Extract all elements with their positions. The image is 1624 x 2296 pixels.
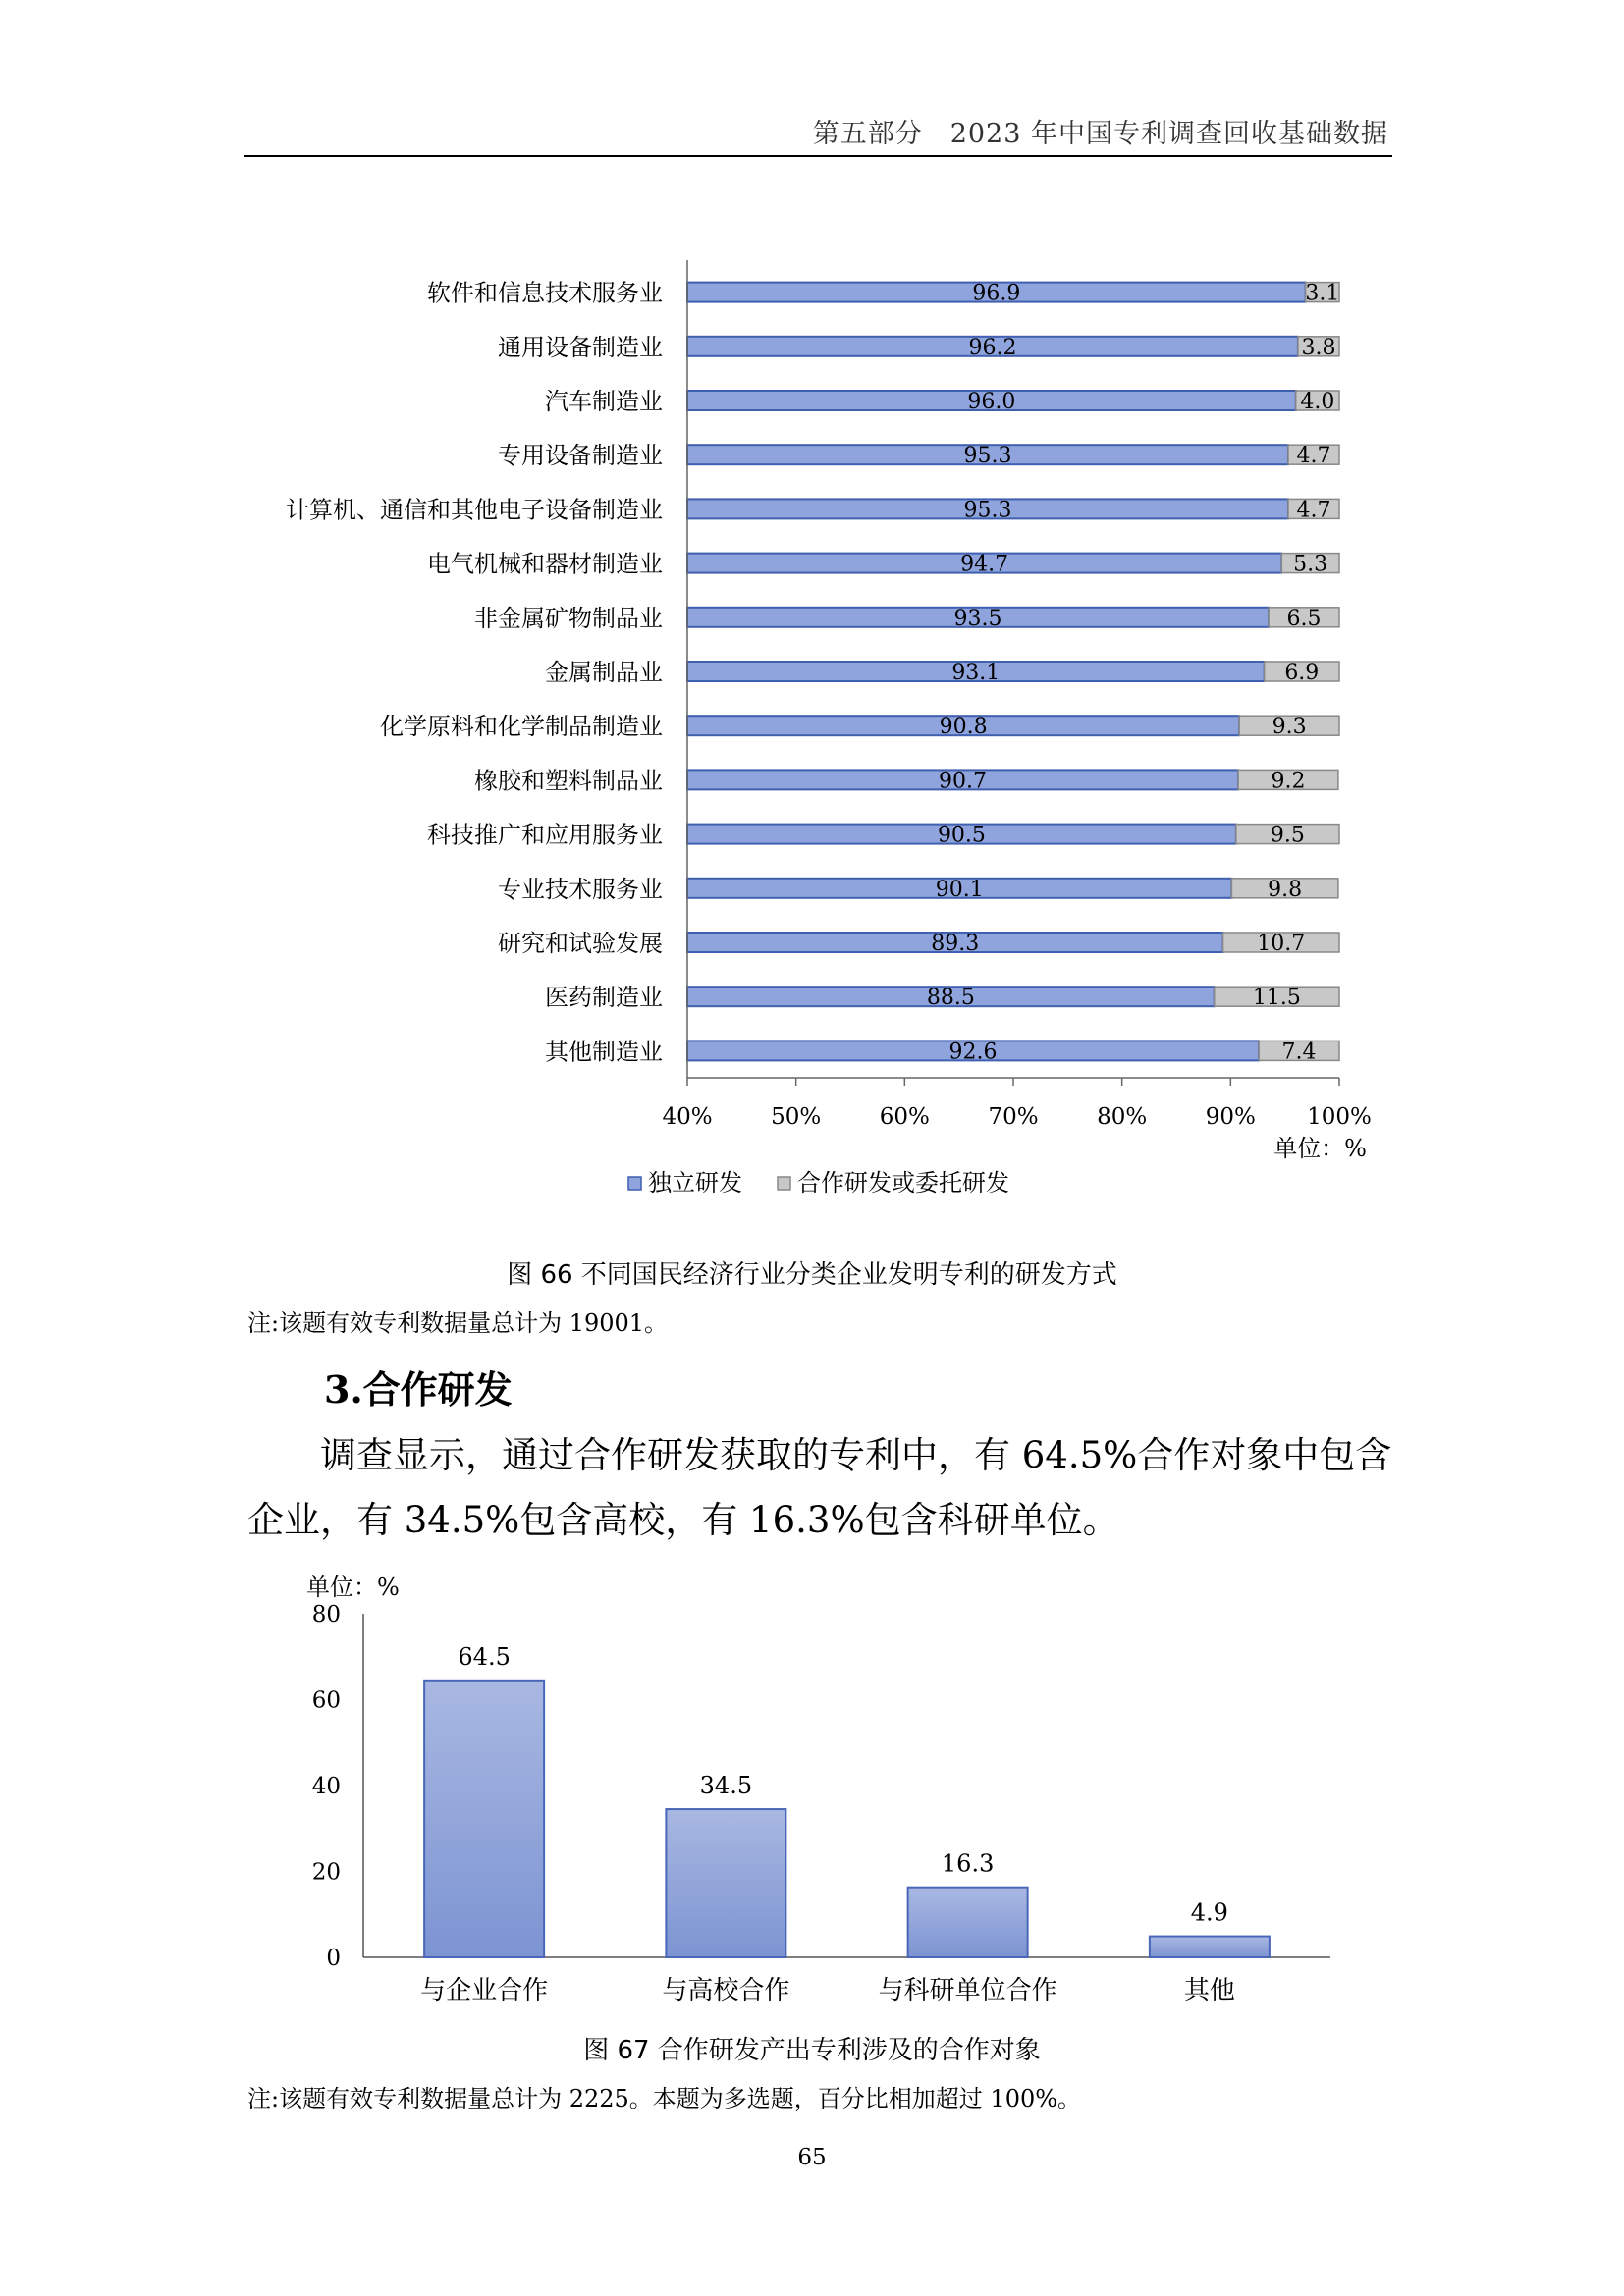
figure66-note: 注:该题有效专利数据量总计为 19001。 [247,1309,669,1337]
y-tick-label: 80 [311,1602,341,1628]
category-label: 金属制品业 [545,659,663,686]
data-label: 64.5 [458,1642,511,1671]
bar [666,1809,785,1957]
data-label-cooperative: 9.2 [1271,769,1306,794]
x-tick-label: 80% [1097,1104,1148,1130]
x-tick-label: 70% [988,1104,1039,1130]
category-label: 医药制造业 [545,984,663,1012]
category-label: 其他制造业 [545,1038,663,1066]
x-tick-label: 60% [879,1104,930,1130]
data-label-independent: 90.5 [937,823,986,848]
x-tick-label: 50% [771,1104,822,1130]
y-tick-label: 60 [311,1687,341,1714]
data-label-cooperative: 6.5 [1286,606,1322,631]
data-label-independent: 94.7 [960,552,1009,577]
figure66-caption: 图 66 不同国民经济行业分类企业发明专利的研发方式 [507,1260,1117,1290]
bar [908,1888,1028,1957]
unit-label: 单位：% [1273,1135,1367,1162]
data-label-cooperative: 7.4 [1281,1040,1317,1065]
page-number: 65 [797,2145,827,2170]
data-label-cooperative: 3.8 [1301,335,1336,360]
category-label: 专用设备制造业 [498,442,663,470]
data-label-cooperative: 3.1 [1305,281,1340,306]
y-tick-label: 0 [326,1946,341,1971]
data-label-independent: 95.3 [963,444,1012,469]
data-label-independent: 90.7 [939,769,988,794]
body-paragraph [247,1423,1396,1553]
data-label-independent: 90.1 [935,877,984,902]
data-label-cooperative: 6.9 [1284,661,1320,685]
data-label-cooperative: 9.3 [1272,715,1307,740]
section-title: 3.合作研发 [324,1367,513,1412]
category-label: 与科研单位合作 [878,1976,1057,2005]
x-tick-label: 90% [1205,1104,1256,1130]
data-label-cooperative: 4.7 [1296,498,1331,523]
bar [424,1681,544,1957]
body-paragraph-text: 调查显示，通过合作研发获取的专利中，有 64.5%合作对象中包含企业，有 34.5%包含高校，有 16.3%包含科研单位。 [247,1434,1392,1541]
figure67-note: 注:该题有效专利数据量总计为 2225。本题为多选题，百分比相加超过 100%。 [247,2085,1082,2112]
y-tick-label: 20 [311,1859,341,1886]
data-label-independent: 96.2 [968,335,1017,360]
data-label-independent: 89.3 [931,932,980,956]
category-label: 科技推广和应用服务业 [427,821,663,849]
data-label-cooperative: 4.7 [1296,444,1331,469]
data-label-independent: 96.9 [972,281,1021,306]
data-label-cooperative: 10.7 [1257,932,1306,956]
category-label: 其他 [1183,1976,1235,2005]
category-label: 专业技术服务业 [498,875,663,903]
data-label-cooperative: 9.8 [1268,877,1303,902]
legend-label-independent: 独立研发 [648,1169,742,1197]
data-label: 34.5 [699,1772,753,1800]
y-tick-label: 40 [311,1774,341,1799]
figure67-caption: 图 67 合作研发产出专利涉及的合作对象 [583,2036,1041,2065]
category-label: 与企业合作 [420,1976,549,2005]
category-label: 非金属矿物制品业 [474,604,663,632]
data-label-independent: 93.5 [953,606,1002,631]
data-label-independent: 92.6 [948,1040,998,1065]
x-tick-label: 100% [1307,1104,1372,1130]
data-label-independent: 88.5 [926,986,975,1011]
category-label: 电气机械和器材制造业 [427,550,663,578]
category-label: 汽车制造业 [545,388,663,415]
legend-label-cooperative: 合作研发或委托研发 [797,1169,1009,1197]
unit-label: 单位：% [306,1574,400,1601]
data-label-independent: 95.3 [963,498,1012,523]
data-label-independent: 93.1 [951,661,1001,685]
category-label: 与高校合作 [662,1976,790,2005]
category-label: 化学原料和化学制品制造业 [380,713,663,741]
category-label: 研究和试验发展 [498,930,663,957]
data-label-independent: 96.0 [967,390,1016,414]
category-label: 通用设备制造业 [498,333,663,361]
running-title: 第五部分 2023 年中国专利调查回收基础数据 [812,119,1388,149]
data-label-cooperative: 5.3 [1293,552,1328,577]
data-label-independent: 90.8 [939,715,988,740]
category-label: 计算机、通信和其他电子设备制造业 [286,496,663,524]
x-tick-label: 40% [662,1104,713,1130]
category-label: 橡胶和塑料制品业 [474,767,663,795]
bar [1150,1937,1270,1957]
data-label-cooperative: 4.0 [1300,390,1335,414]
category-label: 软件和信息技术服务业 [427,279,663,307]
data-label: 4.9 [1190,1898,1228,1927]
data-label-cooperative: 11.5 [1252,986,1301,1011]
data-label: 16.3 [941,1849,995,1878]
data-label-cooperative: 9.5 [1270,823,1305,848]
